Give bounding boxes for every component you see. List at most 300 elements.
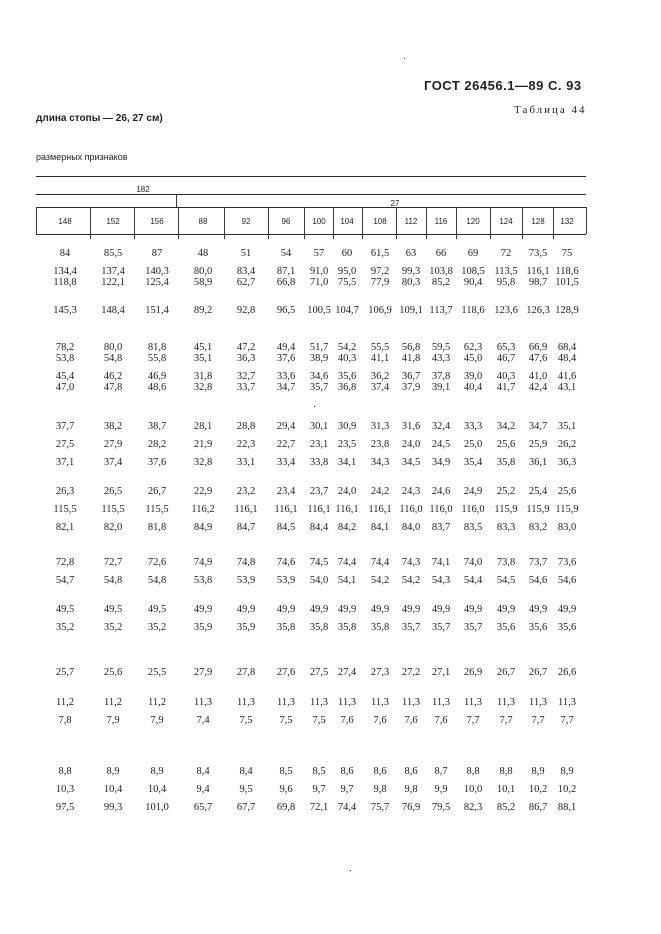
table-cell: 115,5 xyxy=(53,504,77,515)
table-cell: 33,8 xyxy=(309,457,329,468)
table-cell: 83,3 xyxy=(496,522,516,533)
table-cell: 22,9 xyxy=(193,486,213,497)
table-cell: 115,9 xyxy=(526,504,550,515)
table-cell: 116,0 xyxy=(399,504,423,515)
table-cell: 40,4 xyxy=(463,382,483,393)
table-cell: 11,3 xyxy=(432,697,450,708)
table-cell: 71,0 xyxy=(309,277,329,288)
table-cell: 8,9 xyxy=(150,766,164,777)
table-cell: 11,3 xyxy=(497,697,515,708)
table-cell: 87 xyxy=(151,248,163,259)
table-cell: 84,1 xyxy=(370,522,390,533)
table-cell: 61,5 xyxy=(370,248,390,259)
table-cell: 49,9 xyxy=(337,604,357,615)
table-cell: 7,7 xyxy=(499,715,513,726)
table-cell: 67,7 xyxy=(236,802,256,813)
table-cell: 84,2 xyxy=(337,522,357,533)
table-cell: 109,1 xyxy=(399,305,423,316)
table-cell: 23,5 xyxy=(337,439,357,450)
table-cell: 10,4 xyxy=(147,784,167,795)
table-cell: 26,3 xyxy=(55,486,75,497)
table-cell: 39,0 xyxy=(463,371,483,382)
table-cell: 10,1 xyxy=(496,784,516,795)
column-header: 96 xyxy=(281,217,291,226)
table-cell: 36,8 xyxy=(337,382,357,393)
table-cell: 11,2 xyxy=(56,697,74,708)
standard-number: ГОСТ 26456.1—89 С. 93 xyxy=(424,78,582,93)
column-header: 156 xyxy=(150,217,164,226)
table-cell: 11,3 xyxy=(237,697,255,708)
table-cell: 96,5 xyxy=(276,305,296,316)
table-cell: 47,6 xyxy=(528,353,548,364)
table-cell: 51 xyxy=(240,248,252,259)
table-cell: 35,1 xyxy=(557,421,577,432)
table-cell: 24,0 xyxy=(401,439,421,450)
table-cell: 8,6 xyxy=(340,766,354,777)
column-header: 108 xyxy=(373,217,387,226)
table-cell: 7,7 xyxy=(531,715,545,726)
column-divider xyxy=(586,207,587,234)
table-cell: 54,2 xyxy=(337,342,357,353)
table-cell: 49,9 xyxy=(401,604,421,615)
table-cell: 8,4 xyxy=(239,766,253,777)
table-cell: 80,0 xyxy=(103,342,123,353)
column-divider xyxy=(268,207,269,239)
table-cell: 84 xyxy=(59,248,71,259)
table-cell: 7,5 xyxy=(279,715,293,726)
table-cell: 9,8 xyxy=(404,784,418,795)
table-cell: 11,3 xyxy=(464,697,482,708)
table-cell: 74,4 xyxy=(337,802,357,813)
table-cell: 9,6 xyxy=(279,784,293,795)
column-divider xyxy=(224,207,225,239)
table-cell: 86,7 xyxy=(528,802,548,813)
table-cell: 49,9 xyxy=(496,604,516,615)
table-cell: 37,4 xyxy=(370,382,390,393)
table-cell: 72 xyxy=(500,248,512,259)
table-cell: 54,2 xyxy=(401,575,421,586)
column-divider xyxy=(333,207,334,239)
table-cell: 8,6 xyxy=(404,766,418,777)
table-cell: 35,8 xyxy=(337,622,357,633)
table-cell: 83,5 xyxy=(463,522,483,533)
table-cell: 47,0 xyxy=(55,382,75,393)
table-cell: 89,2 xyxy=(193,305,213,316)
table-cell: 88,1 xyxy=(557,802,577,813)
table-cell: 66,8 xyxy=(276,277,296,288)
table-cell: 65,3 xyxy=(496,342,516,353)
table-cell: 95,0 xyxy=(337,266,357,277)
table-cell: 35,6 xyxy=(528,622,548,633)
table-cell: 49,5 xyxy=(147,604,167,615)
column-header: 128 xyxy=(531,217,545,226)
table-cell: 8,8 xyxy=(466,766,480,777)
table-cell: 33,6 xyxy=(276,371,296,382)
table-cell: 23,8 xyxy=(370,439,390,450)
table-cell: 7,8 xyxy=(58,715,72,726)
table-cell: 7,5 xyxy=(312,715,326,726)
table-cell: 101,5 xyxy=(555,277,579,288)
table-cell: 99,3 xyxy=(103,802,123,813)
table-cell: 82,0 xyxy=(103,522,123,533)
table-cell: 10,0 xyxy=(463,784,483,795)
table-cell: 26,5 xyxy=(103,486,123,497)
table-cell: 116,1 xyxy=(368,504,392,515)
table-cell: 25,6 xyxy=(557,486,577,497)
table-cell: 23,2 xyxy=(236,486,256,497)
table-cell: 49,9 xyxy=(193,604,213,615)
table-cell: 47,2 xyxy=(236,342,256,353)
table-cell: 25,0 xyxy=(463,439,483,450)
table-cell: 85,2 xyxy=(431,277,451,288)
table-cell: 35,9 xyxy=(193,622,213,633)
table-cell: 27,9 xyxy=(193,667,213,678)
table-cell: 54,7 xyxy=(55,575,75,586)
group-label: размерных признаков xyxy=(36,152,128,162)
table-cell: 73,7 xyxy=(528,557,548,568)
table-cell: 43,1 xyxy=(557,382,577,393)
table-cell: 35,8 xyxy=(496,457,516,468)
table-cell: 22,3 xyxy=(236,439,256,450)
table-cell: 37,7 xyxy=(55,421,75,432)
table-cell: 46,7 xyxy=(496,353,516,364)
table-cell: 82,1 xyxy=(55,522,75,533)
table-cell: 75,5 xyxy=(337,277,357,288)
table-cell: 113,5 xyxy=(494,266,518,277)
table-cell: 35,7 xyxy=(401,622,421,633)
table-cell: 11,3 xyxy=(371,697,389,708)
table-cell: 34,1 xyxy=(337,457,357,468)
table-cell: 7,6 xyxy=(404,715,418,726)
table-cell: 54,6 xyxy=(528,575,548,586)
table-cell: 54,1 xyxy=(337,575,357,586)
table-cell: 115,9 xyxy=(494,504,518,515)
table-cell: 125,4 xyxy=(145,277,169,288)
table-cell: 46,2 xyxy=(103,371,123,382)
table-cell: 53,8 xyxy=(55,353,75,364)
table-cell: 32,8 xyxy=(193,382,213,393)
column-header: 120 xyxy=(466,217,480,226)
table-cell: 26,7 xyxy=(528,667,548,678)
table-cell: 31,6 xyxy=(401,421,421,432)
table-cell: 80,0 xyxy=(193,266,213,277)
table-cell: 115,9 xyxy=(555,504,579,515)
table-cell: 49,5 xyxy=(103,604,123,615)
table-cell: 57 xyxy=(313,248,325,259)
table-cell: 53,8 xyxy=(193,575,213,586)
table-subtitle: длина стопы — 26, 27 см) xyxy=(36,113,163,124)
table-cell: 60 xyxy=(341,248,353,259)
table-cell: 25,6 xyxy=(103,667,123,678)
table-cell: 30,9 xyxy=(337,421,357,432)
table-cell: 63 xyxy=(405,248,417,259)
table-cell: 72,6 xyxy=(147,557,167,568)
table-cell: 75 xyxy=(561,248,573,259)
table-cell: 33,3 xyxy=(463,421,483,432)
table-cell: 83,2 xyxy=(528,522,548,533)
table-cell: 35,7 xyxy=(309,382,329,393)
table-cell: 35,7 xyxy=(463,622,483,633)
table-cell: 39,1 xyxy=(431,382,451,393)
table-cell: 8,9 xyxy=(106,766,120,777)
table-cell: 8,4 xyxy=(196,766,210,777)
column-header: 88 xyxy=(198,217,208,226)
table-cell: 7,7 xyxy=(466,715,480,726)
table-cell: 54 xyxy=(280,248,292,259)
table-cell: 7,7 xyxy=(560,715,574,726)
table-cell: 28,1 xyxy=(193,421,213,432)
table-cell: 34,2 xyxy=(496,421,516,432)
table-cell: 116,1 xyxy=(274,504,298,515)
column-divider xyxy=(396,207,397,239)
column-header: 124 xyxy=(499,217,513,226)
table-cell: 72,1 xyxy=(309,802,329,813)
table-cell: 42,4 xyxy=(528,382,548,393)
table-cell: 74,4 xyxy=(337,557,357,568)
table-cell: 35,2 xyxy=(103,622,123,633)
table-cell: 84,7 xyxy=(236,522,256,533)
table-cell: 54,6 xyxy=(557,575,577,586)
table-cell: 54,0 xyxy=(309,575,329,586)
table-cell: 27,5 xyxy=(309,667,329,678)
table-cell: 11,3 xyxy=(529,697,547,708)
table-cell: 54,8 xyxy=(103,575,123,586)
table-cell: 8,8 xyxy=(58,766,72,777)
table-cell: 91,0 xyxy=(309,266,329,277)
table-cell: 25,2 xyxy=(496,486,516,497)
table-cell: 84,5 xyxy=(276,522,296,533)
table-cell: 69,8 xyxy=(276,802,296,813)
table-cell: 97,2 xyxy=(370,266,390,277)
header-rule-top xyxy=(36,176,586,177)
table-cell: 82,3 xyxy=(463,802,483,813)
table-cell: 66 xyxy=(435,248,447,259)
group-divider xyxy=(176,195,177,207)
table-cell: 51,7 xyxy=(309,342,329,353)
table-cell: 41,6 xyxy=(557,371,577,382)
table-cell: 27,5 xyxy=(55,439,75,450)
table-cell: 65,7 xyxy=(193,802,213,813)
table-cell: 34,5 xyxy=(401,457,421,468)
table-cell: 49,9 xyxy=(276,604,296,615)
table-cell: 73,6 xyxy=(557,557,577,568)
table-cell: 97,5 xyxy=(55,802,75,813)
table-cell: 26,7 xyxy=(496,667,516,678)
table-cell: 8,8 xyxy=(499,766,513,777)
table-cell: 134,4 xyxy=(53,266,77,277)
table-cell: 62,3 xyxy=(463,342,483,353)
column-header: 132 xyxy=(560,217,574,226)
table-cell: 23,7 xyxy=(309,486,329,497)
table-cell: 116,1 xyxy=(335,504,359,515)
table-cell: 118,6 xyxy=(461,305,485,316)
table-cell: 74,4 xyxy=(370,557,390,568)
header-rule-group xyxy=(36,207,586,208)
table-cell: 85,2 xyxy=(496,802,516,813)
column-header: 100 xyxy=(312,217,326,226)
table-cell: 80,3 xyxy=(401,277,421,288)
table-cell: 68,4 xyxy=(557,342,577,353)
table-cell: 74,0 xyxy=(463,557,483,568)
table-cell: 35,6 xyxy=(557,622,577,633)
table-cell: 24,2 xyxy=(370,486,390,497)
table-cell: 78,2 xyxy=(55,342,75,353)
table-cell: 48,6 xyxy=(147,382,167,393)
table-cell: 74,1 xyxy=(431,557,451,568)
table-cell: 49,4 xyxy=(276,342,296,353)
table-cell: 123,6 xyxy=(494,305,518,316)
table-cell: 26,7 xyxy=(147,486,167,497)
table-cell: 49,5 xyxy=(55,604,75,615)
table-cell: 26,2 xyxy=(557,439,577,450)
table-cell: 83,7 xyxy=(431,522,451,533)
table-cell: 76,9 xyxy=(401,802,421,813)
table-cell: 45,0 xyxy=(463,353,483,364)
column-header: 148 xyxy=(58,217,72,226)
scan-speck xyxy=(314,406,315,407)
table-cell: 116,1 xyxy=(234,504,258,515)
table-cell: 53,9 xyxy=(276,575,296,586)
table-cell: 62,7 xyxy=(236,277,256,288)
table-cell: 49,9 xyxy=(557,604,577,615)
table-cell: 90,4 xyxy=(463,277,483,288)
column-divider xyxy=(522,207,523,239)
table-cell: 115,5 xyxy=(101,504,125,515)
table-cell: 8,5 xyxy=(312,766,326,777)
table-cell: 37,6 xyxy=(147,457,167,468)
table-cell: 35,2 xyxy=(55,622,75,633)
table-cell: 106,9 xyxy=(368,305,392,316)
column-header: 104 xyxy=(340,217,354,226)
table-cell: 40,3 xyxy=(496,371,516,382)
table-cell: 101,0 xyxy=(145,802,169,813)
table-cell: 25,4 xyxy=(528,486,548,497)
table-cell: 27,1 xyxy=(431,667,451,678)
table-cell: 32,4 xyxy=(431,421,451,432)
table-cell: 41,1 xyxy=(370,353,390,364)
table-cell: 48,4 xyxy=(557,353,577,364)
table-cell: 45,4 xyxy=(55,371,75,382)
table-cell: 9,8 xyxy=(373,784,387,795)
table-cell: 11,2 xyxy=(148,697,166,708)
table-cell: 55,8 xyxy=(147,353,167,364)
table-cell: 9,4 xyxy=(196,784,210,795)
table-cell: 36,3 xyxy=(557,457,577,468)
table-cell: 9,5 xyxy=(239,784,253,795)
table-cell: 140,3 xyxy=(145,266,169,277)
table-cell: 10,4 xyxy=(103,784,123,795)
table-cell: 27,2 xyxy=(401,667,421,678)
column-divider xyxy=(362,207,363,239)
table-cell: 84,4 xyxy=(309,522,329,533)
table-cell: 26,6 xyxy=(557,667,577,678)
scan-speck xyxy=(404,58,405,59)
table-cell: 11,3 xyxy=(338,697,356,708)
table-cell: 47,8 xyxy=(103,382,123,393)
table-cell: 49,9 xyxy=(236,604,256,615)
table-cell: 35,8 xyxy=(370,622,390,633)
table-cell: 75,7 xyxy=(370,802,390,813)
table-cell: 37,6 xyxy=(276,353,296,364)
table-cell: 49,9 xyxy=(463,604,483,615)
table-cell: 21,9 xyxy=(193,439,213,450)
table-cell: 35,6 xyxy=(496,622,516,633)
table-cell: 35,2 xyxy=(147,622,167,633)
table-cell: 45,1 xyxy=(193,342,213,353)
table-cell: 54,3 xyxy=(431,575,451,586)
column-divider xyxy=(426,207,427,239)
table-cell: 137,4 xyxy=(101,266,125,277)
table-cell: 122,1 xyxy=(101,277,125,288)
table-cell: 37,9 xyxy=(401,382,421,393)
table-cell: 24,6 xyxy=(431,486,451,497)
table-cell: 7,6 xyxy=(340,715,354,726)
table-cell: 49,9 xyxy=(309,604,329,615)
table-cell: 74,6 xyxy=(276,557,296,568)
column-divider xyxy=(490,207,491,239)
table-cell: 43,3 xyxy=(431,353,451,364)
table-cell: 95,8 xyxy=(496,277,516,288)
table-cell: 72,7 xyxy=(103,557,123,568)
table-cell: 36,3 xyxy=(236,353,256,364)
table-cell: 145,3 xyxy=(53,305,77,316)
table-cell: 34,3 xyxy=(370,457,390,468)
table-cell: 54,8 xyxy=(147,575,167,586)
table-cell: 116,1 xyxy=(526,266,550,277)
table-cell: 11,3 xyxy=(194,697,212,708)
table-cell: 28,8 xyxy=(236,421,256,432)
column-divider xyxy=(178,207,179,239)
table-cell: 74,3 xyxy=(401,557,421,568)
table-cell: 108,5 xyxy=(461,266,485,277)
table-cell: 37,8 xyxy=(431,371,451,382)
header-rule-bottom xyxy=(36,234,586,235)
column-divider xyxy=(90,207,91,239)
table-cell: 58,9 xyxy=(193,277,213,288)
table-cell: 35,4 xyxy=(463,457,483,468)
table-cell: 151,4 xyxy=(145,305,169,316)
table-cell: 10,2 xyxy=(528,784,548,795)
table-cell: 35,9 xyxy=(236,622,256,633)
table-cell: 54,2 xyxy=(370,575,390,586)
column-divider xyxy=(304,207,305,239)
table-cell: 28,2 xyxy=(147,439,167,450)
table-cell: 116,0 xyxy=(461,504,485,515)
table-cell: 32,8 xyxy=(193,457,213,468)
table-cell: 7,6 xyxy=(434,715,448,726)
table-cell: 8,5 xyxy=(279,766,293,777)
table-cell: 25,9 xyxy=(528,439,548,450)
scan-speck xyxy=(350,870,351,871)
table-cell: 9,7 xyxy=(312,784,326,795)
table-cell: 116,1 xyxy=(307,504,331,515)
table-cell: 8,9 xyxy=(531,766,545,777)
table-cell: 11,2 xyxy=(104,697,122,708)
table-cell: 53,9 xyxy=(236,575,256,586)
table-cell: 66,9 xyxy=(528,342,548,353)
table-cell: 74,8 xyxy=(236,557,256,568)
table-cell: 7,6 xyxy=(373,715,387,726)
table-cell: 38,2 xyxy=(103,421,123,432)
table-cell: 24,9 xyxy=(463,486,483,497)
table-cell: 49,9 xyxy=(370,604,390,615)
column-header: 152 xyxy=(106,217,120,226)
column-divider xyxy=(134,207,135,239)
table-cell: 69 xyxy=(467,248,479,259)
table-cell: 54,4 xyxy=(463,575,483,586)
table-cell: 31,8 xyxy=(193,371,213,382)
table-cell: 27,6 xyxy=(276,667,296,678)
